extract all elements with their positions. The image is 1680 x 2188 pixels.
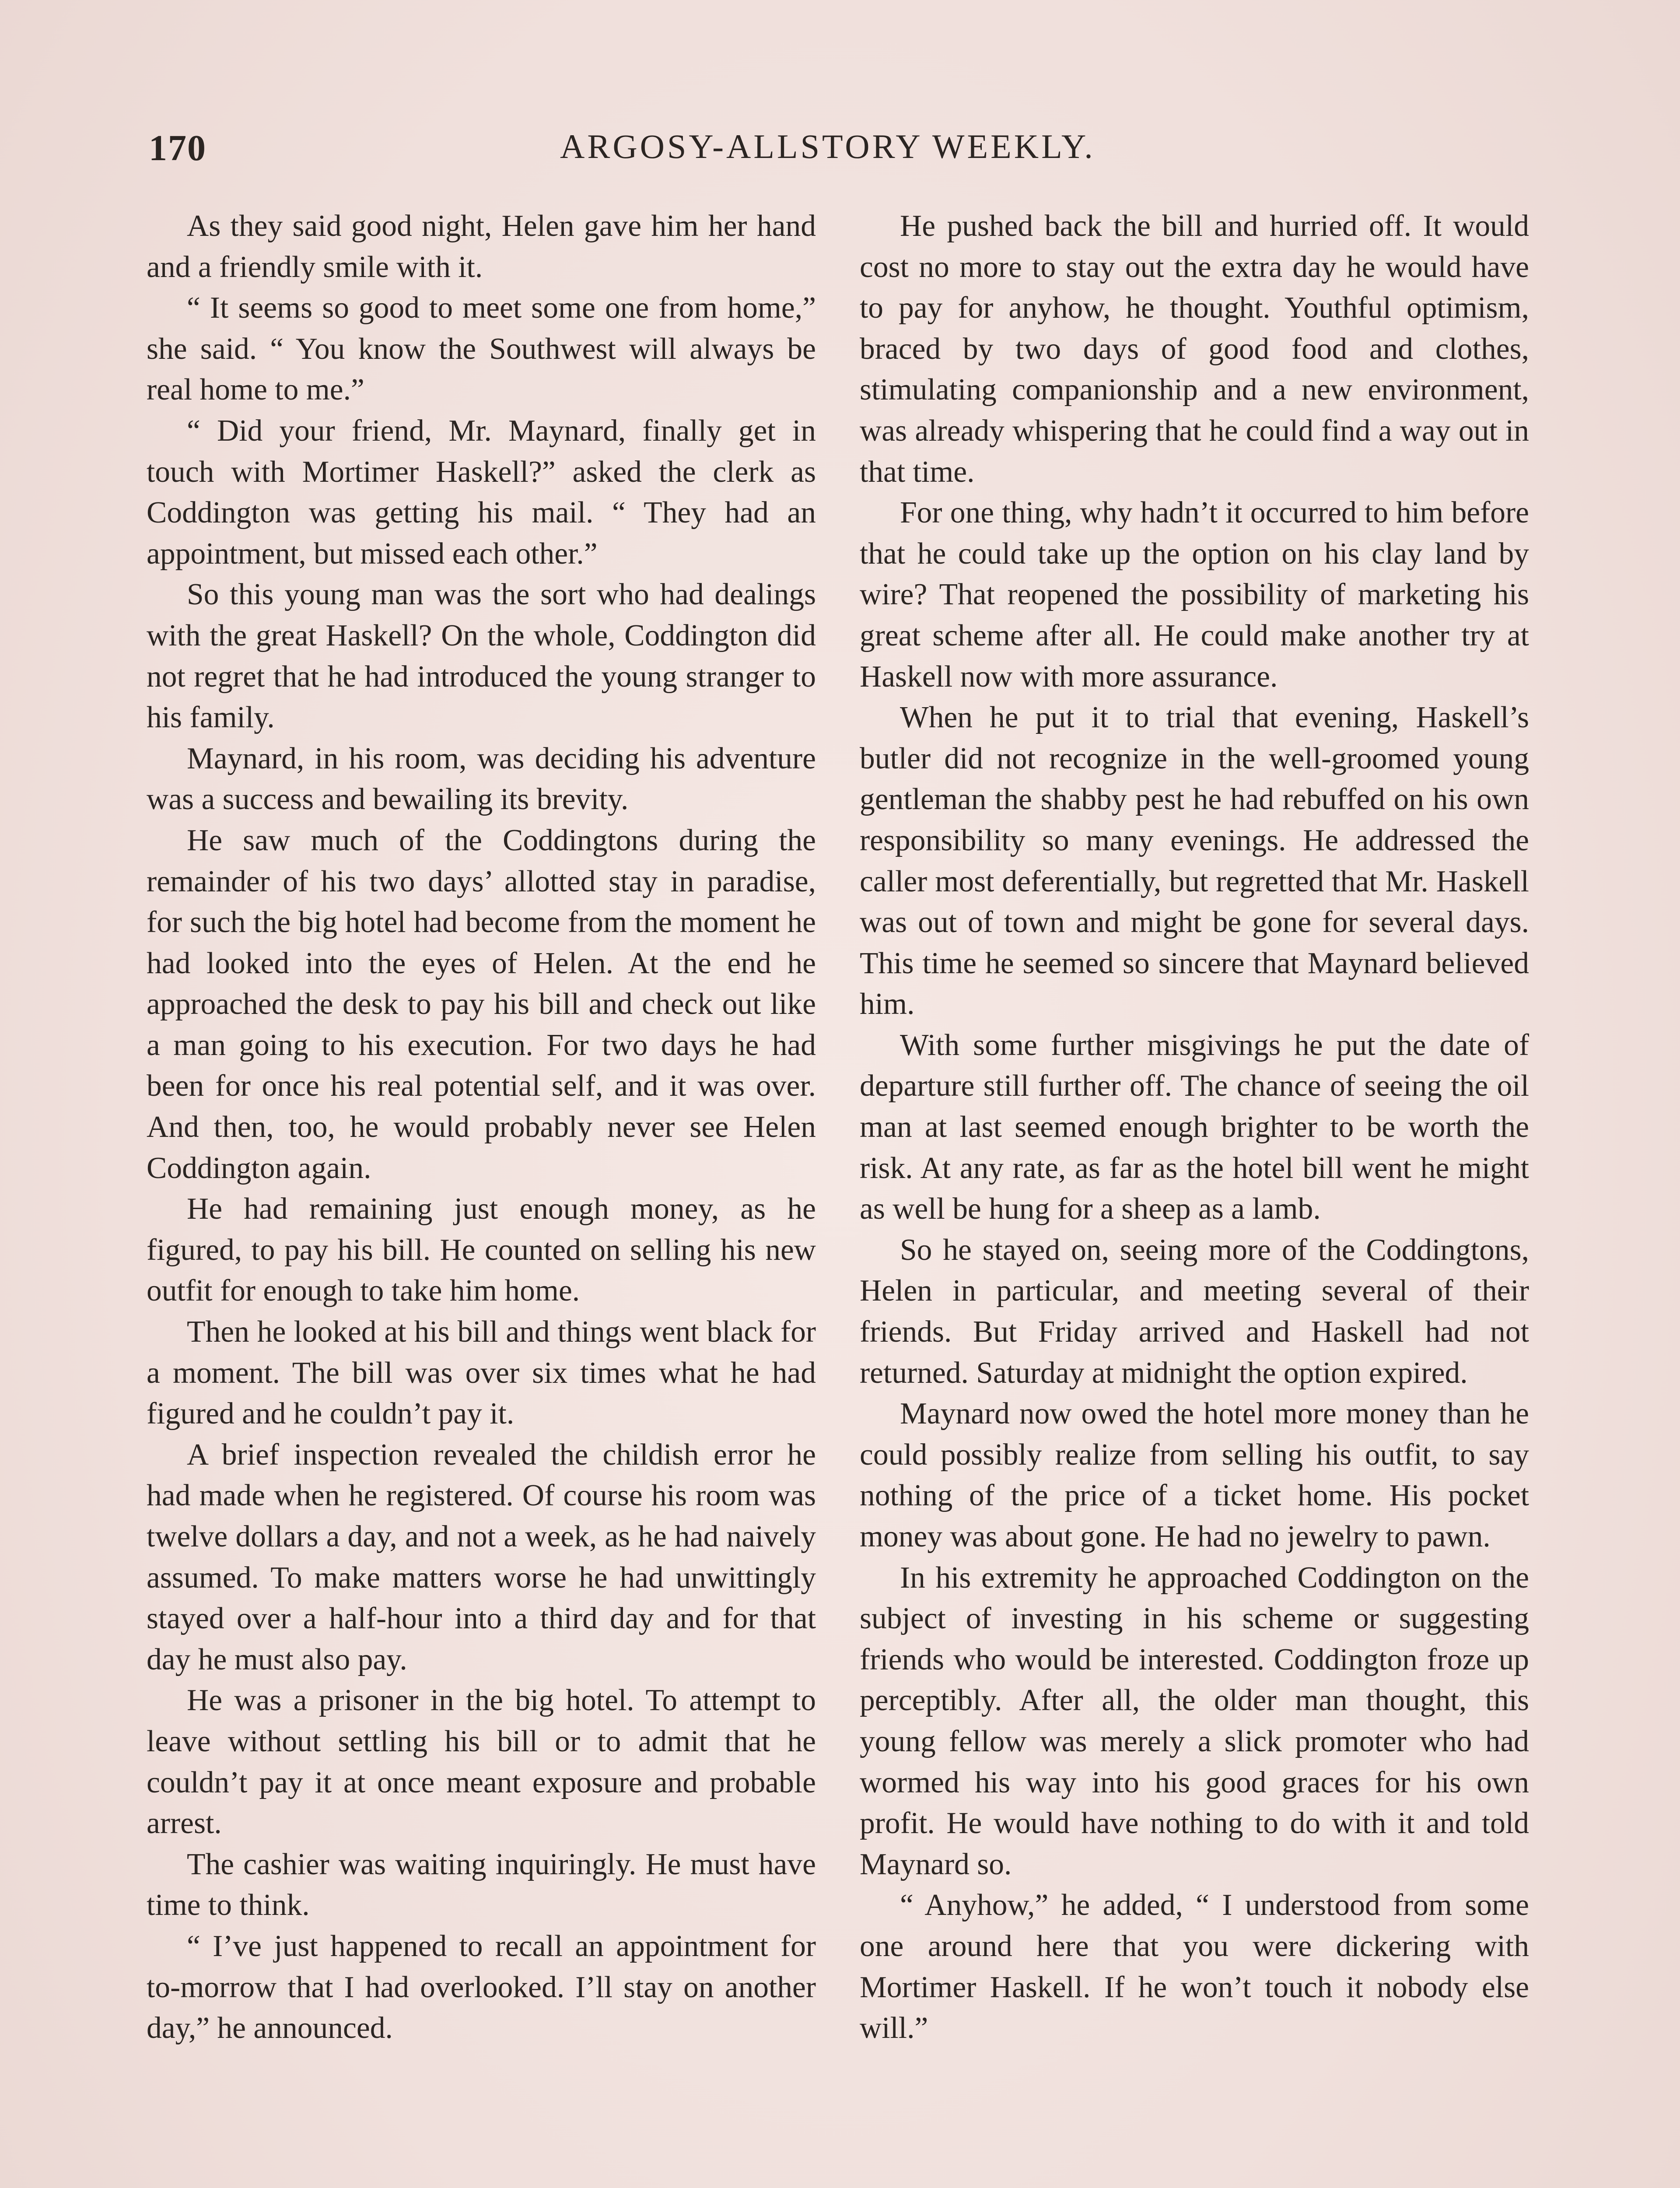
paragraph: “ It seems so good to meet some one from home,” she said. “ You know the Southwest will always be real home to me.” bbox=[147, 291, 816, 407]
running-head-title: ARGOSY-ALLSTORY WEEKLY. bbox=[560, 127, 1096, 165]
paragraph: In his extremity he approached Coddington on the subject of investing in his scheme or suggesting friends who would be interested. Coddington froze up perceptibly. After all, the older man thought, this young fellow was merely a slick promoter who had wormed his way into his good graces for his own profit. He would have nothing to do with it and told Maynard so. bbox=[860, 1560, 1529, 1881]
paragraph: The cashier was waiting inquiringly. He must have time to think. bbox=[147, 1847, 816, 1922]
paragraph: As they said good night, Helen gave him her hand and a friendly smile with it. bbox=[147, 209, 816, 284]
paragraph: He pushed back the bill and hurried off. It would cost no more to stay out the extra day he would have to pay for anyhow, he thought. Youthful optimism, braced by two days of good food and clothes, stimulating companionship and a new environment, was already whispering that he could find a way out in that time. bbox=[860, 209, 1529, 489]
paragraph: So he stayed on, seeing more of the Coddingtons, Helen in particular, and meeting several of their friends. But Friday arrived and Haskell had not returned. Saturday at midnight the option expired. bbox=[860, 1233, 1529, 1390]
paragraph: He was a prisoner in the big hotel. To attempt to leave without settling his bill or to admit that he couldn’t pay it at once meant exposure and probable arrest. bbox=[147, 1683, 816, 1841]
page-header bbox=[149, 127, 1544, 184]
paragraph: “ I’ve just happened to recall an appointment for to-morrow that I had overlooked. I’ll stay on another day,” he announced. bbox=[147, 1929, 816, 2045]
paragraph: So this young man was the sort who had dealings with the great Haskell? On the whole, Coddington did not regret that he had introduced the young stranger to his family. bbox=[147, 578, 816, 735]
page-number: 170 bbox=[149, 128, 206, 168]
paragraph: With some further misgivings he put the date of departure still further off. The chance of seeing the oil man at last seemed enough brighter to be worth the risk. At any rate, as far as the hotel bill went he might as well be hung for a sheep as a lamb. bbox=[860, 1028, 1529, 1226]
paragraph: “ Did your friend, Mr. Maynard, finally get in touch with Mortimer Haskell?” asked the clerk as Coddington was getting his mail. “ They had an appointment, but missed each other.” bbox=[147, 414, 816, 571]
paragraph: He had remaining just enough money, as he figured, to pay his bill. He counted on selling his new outfit for enough to take him home. bbox=[147, 1192, 816, 1308]
paragraph: He saw much of the Coddingtons during the remainder of his two days’ allotted stay in paradise, for such the big hotel had become from the moment he had looked into the eyes of Helen. At the end he approached the desk to pay his bill and check out like a man going to his execution. For two days he had been for once his real potential self, and it was over. And then, too, he would probably never see Helen Coddington again. bbox=[147, 823, 816, 1185]
text-column-right bbox=[860, 206, 1529, 2049]
paragraph: When he put it to trial that evening, Haskell’s butler did not recognize in the well-groomed young gentleman the shabby pest he had rebuffed on his own responsibility so many evenings. He addressed the caller most deferentially, but regretted that Mr. Haskell was out of town and might be gone for several days. This time he seemed so sincere that Maynard believed him. bbox=[860, 701, 1529, 1021]
paragraph: “ Anyhow,” he added, “ I understood from some one around here that you were dickering with Mortimer Haskell. If he won’t touch it nobody else will.” bbox=[860, 1888, 1529, 2045]
paragraph: Then he looked at his bill and things went black for a moment. The bill was over six times what he had figured and he couldn’t pay it. bbox=[147, 1315, 816, 1431]
paragraph: Maynard, in his room, was deciding his adventure was a success and bewailing its brevity. bbox=[147, 741, 816, 817]
paragraph: For one thing, why hadn’t it occurred to him before that he could take up the option on his clay land by wire? That reopened the possibility of marketing his great scheme after all. He could make another try at Haskell now with more assurance. bbox=[860, 496, 1529, 694]
paragraph: Maynard now owed the hotel more money than he could possibly realize from selling his outfit, to say nothing of the price of a ticket home. His pocket money was about gone. He had no jewelry to pawn. bbox=[860, 1397, 1529, 1553]
text-column-left bbox=[147, 206, 816, 2049]
paragraph: A brief inspection revealed the childish error he had made when he registered. Of course his room was twelve dollars a day, and not a week, as he had naively assumed. To make matters worse he had unwittingly stayed over a half-hour into a third day and for that day he must also pay. bbox=[147, 1438, 816, 1676]
